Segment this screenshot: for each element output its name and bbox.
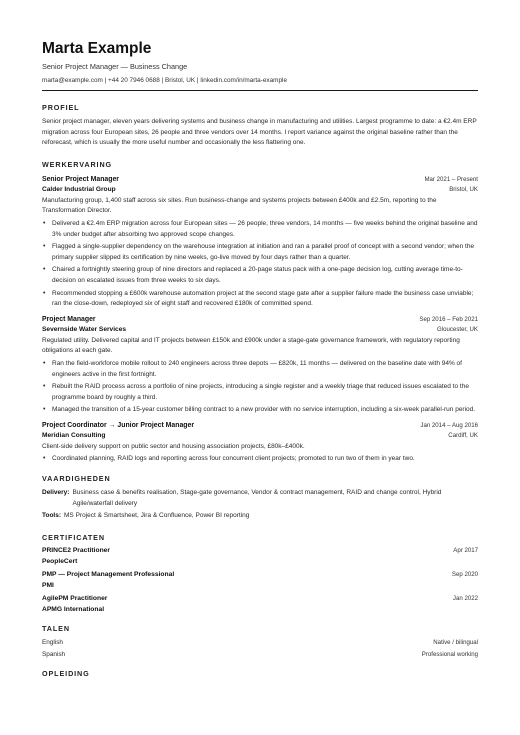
- education-section: [42, 669, 478, 678]
- candidate-headline: Senior Project Manager — Business Change: [42, 62, 188, 71]
- skill-row: [42, 488, 478, 509]
- job-bullet: • Flagged a single-supplier dependency on the warehouse integration at initiation and ran a parallel proof of concept with a second vendor; when the primary supplier slipped its certification by nine weeks, go-live moved by four days rather than a quarter.: [42, 242, 478, 263]
- job-role: Project Manager: [42, 315, 96, 323]
- job-bullets: [42, 219, 478, 310]
- job-entry: [42, 422, 478, 465]
- language-row: [42, 639, 478, 646]
- section-title-skills: VAARDIGHEDEN: [42, 474, 111, 484]
- section-title-profile: PROFIEL: [42, 103, 80, 112]
- skill-label: Delivery:: [42, 489, 70, 497]
- languages-section: [42, 624, 478, 658]
- skill-row: [42, 511, 478, 522]
- skills-section: [42, 474, 478, 522]
- language-level: Native / bilingual: [433, 638, 478, 646]
- job-location: Gloucester, UK: [437, 325, 478, 333]
- certifications-section: [42, 533, 478, 613]
- cert-entry: [42, 547, 478, 565]
- cert-name: PRINCE2 Practitioner: [42, 546, 111, 554]
- cert-date: Jan 2022: [452, 594, 478, 602]
- job-bullet: • Coordinated planning, RAID logs and reporting across four concurrent client projects; promoted to run two of them in year two.: [42, 454, 478, 465]
- job-entry: [42, 316, 478, 416]
- cert-name: AgilePM Practitioner: [42, 594, 108, 602]
- experience-section: [42, 160, 478, 465]
- job-bullets: [42, 359, 478, 416]
- job-bullet: • Recommended stopping a £600k warehouse automation project at the second stage gate after a supplier failure made the business case unviable; ran the close-down, redeployed six of eight staff and recovered £180k of committed spend.: [42, 289, 478, 310]
- section-title-certifications: CERTIFICATEN: [42, 532, 105, 542]
- job-summary: Regulated utility. Delivered capital and IT projects between £150k and £900k under a stage-gate governance framework, with regulatory reporting obligations at each gate.: [42, 336, 460, 355]
- cert-entry: [42, 571, 478, 589]
- language-row: [42, 651, 478, 658]
- job-summary: Client-side delivery support on public sector and housing association projects, £80k–£400k.: [42, 442, 305, 450]
- job-bullet: • Managed the transition of a 15-year customer billing contract to a new provider with no service interruption, including a six-week parallel-run period.: [42, 405, 478, 416]
- cert-entry: [42, 595, 478, 613]
- candidate-name: Marta Example: [42, 40, 152, 57]
- job-company: Severnside Water Services: [42, 325, 127, 333]
- job-bullet: • Ran the field-workforce mobile rollout to 240 engineers across three depots — £820k, 11 months — delivered on the baseline date with 94% of engineers active in the first fortnight.: [42, 359, 478, 380]
- cert-name: PMP — Project Management Professional: [42, 570, 175, 578]
- job-role: Senior Project Manager: [42, 175, 119, 183]
- job-bullet: • Chaired a fortnightly steering group of nine directors and replaced a 20-page status pack with a one-page decision log, cutting average time-to-decision on escalated issues from three weeks to six days.: [42, 265, 478, 286]
- job-company: Calder Industrial Group: [42, 185, 116, 193]
- job-role: Project Coordinator → Junior Project Manager: [42, 421, 195, 429]
- profile-text: Senior project manager, eleven years delivering systems and business change in manufacturing and utilities. Largest programme to date: a €2.4m ERP migration across four European sites, 26 people and three vendors over 14 months. I report variance against the original baseline rather than the reforecast, which is usually the more useful number and occasionally the less flattering one.: [42, 118, 477, 147]
- language-level: Professional working: [421, 650, 478, 658]
- job-dates: Mar 2021 – Present: [424, 175, 478, 183]
- cert-date: Apr 2017: [453, 546, 478, 554]
- job-summary: Manufacturing group, 1,400 staff across six sites. Run business-change and systems projects between £400k and £2.5m, reporting to the Transformation Director.: [42, 196, 437, 215]
- skill-value: Business case & benefits realisation, Stage-gate governance, Vendor & contract management, RAID and change control, Hybrid Agile/waterfall delivery: [72, 489, 442, 507]
- cert-issuer: APMG International: [42, 605, 105, 613]
- cert-issuer: PeopleCert: [42, 557, 78, 565]
- language-name: English: [42, 638, 63, 646]
- resume-header: [42, 40, 478, 91]
- section-title-experience: WERKERVARING: [42, 159, 113, 169]
- cert-date: Sep 2020: [451, 570, 478, 578]
- cert-issuer: PMI: [42, 581, 54, 589]
- section-title-languages: TALEN: [42, 623, 70, 633]
- job-bullet: • Delivered a €2.4m ERP migration across four European sites — 26 people, three vendors, 14 months — five weeks behind the original baseline and 3% under budget after absorbing two approved scope changes.: [42, 219, 478, 240]
- job-location: Cardiff, UK: [448, 431, 478, 439]
- skill-value: MS Project & Smartsheet, Jira & Confluence, Power BI reporting: [64, 512, 250, 520]
- skill-label: Tools:: [42, 512, 62, 520]
- profile-section: [42, 103, 478, 149]
- job-bullet: • Rebuilt the RAID process across a portfolio of nine projects, introducing a single register and a weekly triage that reduced issues escalated to the programme board by roughly a third.: [42, 382, 478, 403]
- header-divider: [42, 90, 478, 91]
- language-name: Spanish: [42, 650, 66, 658]
- section-title-education: OPLEIDING: [42, 668, 90, 678]
- job-company: Meridian Consulting: [42, 431, 106, 439]
- contact-line: marta@example.com | +44 20 7946 0688 | Bristol, UK | linkedin.com/in/marta-example: [42, 77, 288, 84]
- job-location: Bristol, UK: [449, 185, 478, 193]
- job-dates: Jan 2014 – Aug 2016: [420, 421, 478, 429]
- job-dates: Sep 2016 – Feb 2021: [419, 315, 478, 323]
- job-bullets: [42, 454, 478, 465]
- job-entry: [42, 176, 478, 310]
